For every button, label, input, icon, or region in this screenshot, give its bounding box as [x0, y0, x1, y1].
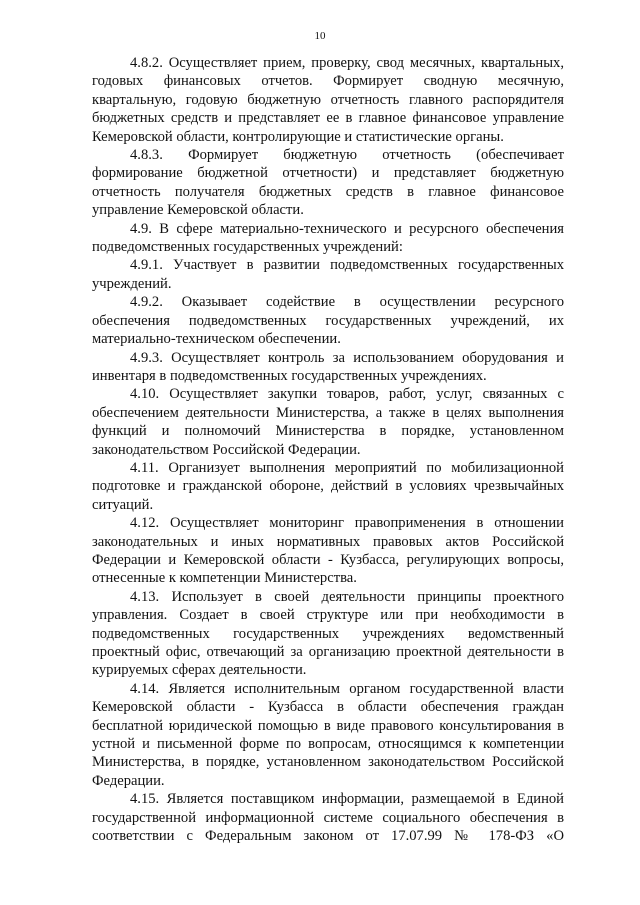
page-number: 10 — [314, 30, 326, 42]
paragraph-4-8-3: 4.8.3. Формирует бюджетную отчетность (обеспечивает формирование бюджетной отчетности) и представляет бюджетную отчетность получателя бюджетных средств в главное финансовое управление Кемеровской области. — [92, 147, 564, 219]
paragraph-4-12: 4.12. Осуществляет мониторинг правоприменения в отношении законодательных и иных нормативных правовых актов Российской Федерации и Кемеровской области - Кузбасса, регулирующих вопросы, отнесенные к компетенции Министерства. — [92, 515, 564, 587]
paragraph-4-15: 4.15. Является поставщиком информации, размещаемой в Единой государственной информационной системе социального обеспечения в соответствии с Федеральным законом от 17.07.99 № 178-ФЗ «О — [92, 791, 564, 845]
paragraph-4-13: 4.13. Использует в своей деятельности принципы проектного управления. Создает в своей структуре или при необходимости в подведомственных государственных учреждениях ведомственный проектный офис, отвечающий за организацию проектной деятельности в курируемых сферах деятельности. — [92, 588, 564, 679]
paragraph-4-9-3: 4.9.3. Осуществляет контроль за использованием оборудования и инвентаря в подведомственных государственных учреждениях. — [92, 349, 564, 384]
paragraph-4-9-1: 4.9.1. Участвует в развитии подведомственных государственных учреждений. — [92, 257, 564, 292]
paragraph-4-9-2: 4.9.2. Оказывает содействие в осуществлении ресурсного обеспечения подведомственных государственных учреждений, их материально-техническом обеспечении. — [92, 294, 564, 348]
paragraph-4-14: 4.14. Является исполнительным органом государственной власти Кемеровской области - Кузбасса в области обеспечения граждан бесплатной юридической помощью в виде правового консультирования в устной и письменной форме по вопросам, относящимся к компетенции Министерства, в порядке, установленном законодательством Российской Федерации. — [92, 680, 564, 789]
paragraph-4-9: 4.9. В сфере материально-технического и ресурсного обеспечения подведомственных государственных учреждений: — [92, 220, 564, 256]
paragraph-4-11: 4.11. Организует выполнения мероприятий по мобилизационной подготовке и гражданской обороне, действий в условиях чрезвычайных ситуаций. — [92, 459, 564, 513]
paragraph-4-10: 4.10. Осуществляет закупки товаров, работ, услуг, связанных с обеспечением деятельности Министерства, а также в целях выполнения функций и полномочий Министерства в порядке, установленном законодательством Российской Федерации. — [92, 386, 564, 458]
document-body — [92, 54, 564, 845]
paragraph-4-8-2: 4.8.2. Осуществляет прием, проверку, свод месячных, квартальных, годовых финансовых отчетов. Формирует сводную месячную, квартальную, годовую бюджетную отчетность главного распорядителя бюджетных средств и представляет ее в главное финансовое управление Кемеровской области, контролирующие и статистические органы. — [92, 55, 564, 145]
